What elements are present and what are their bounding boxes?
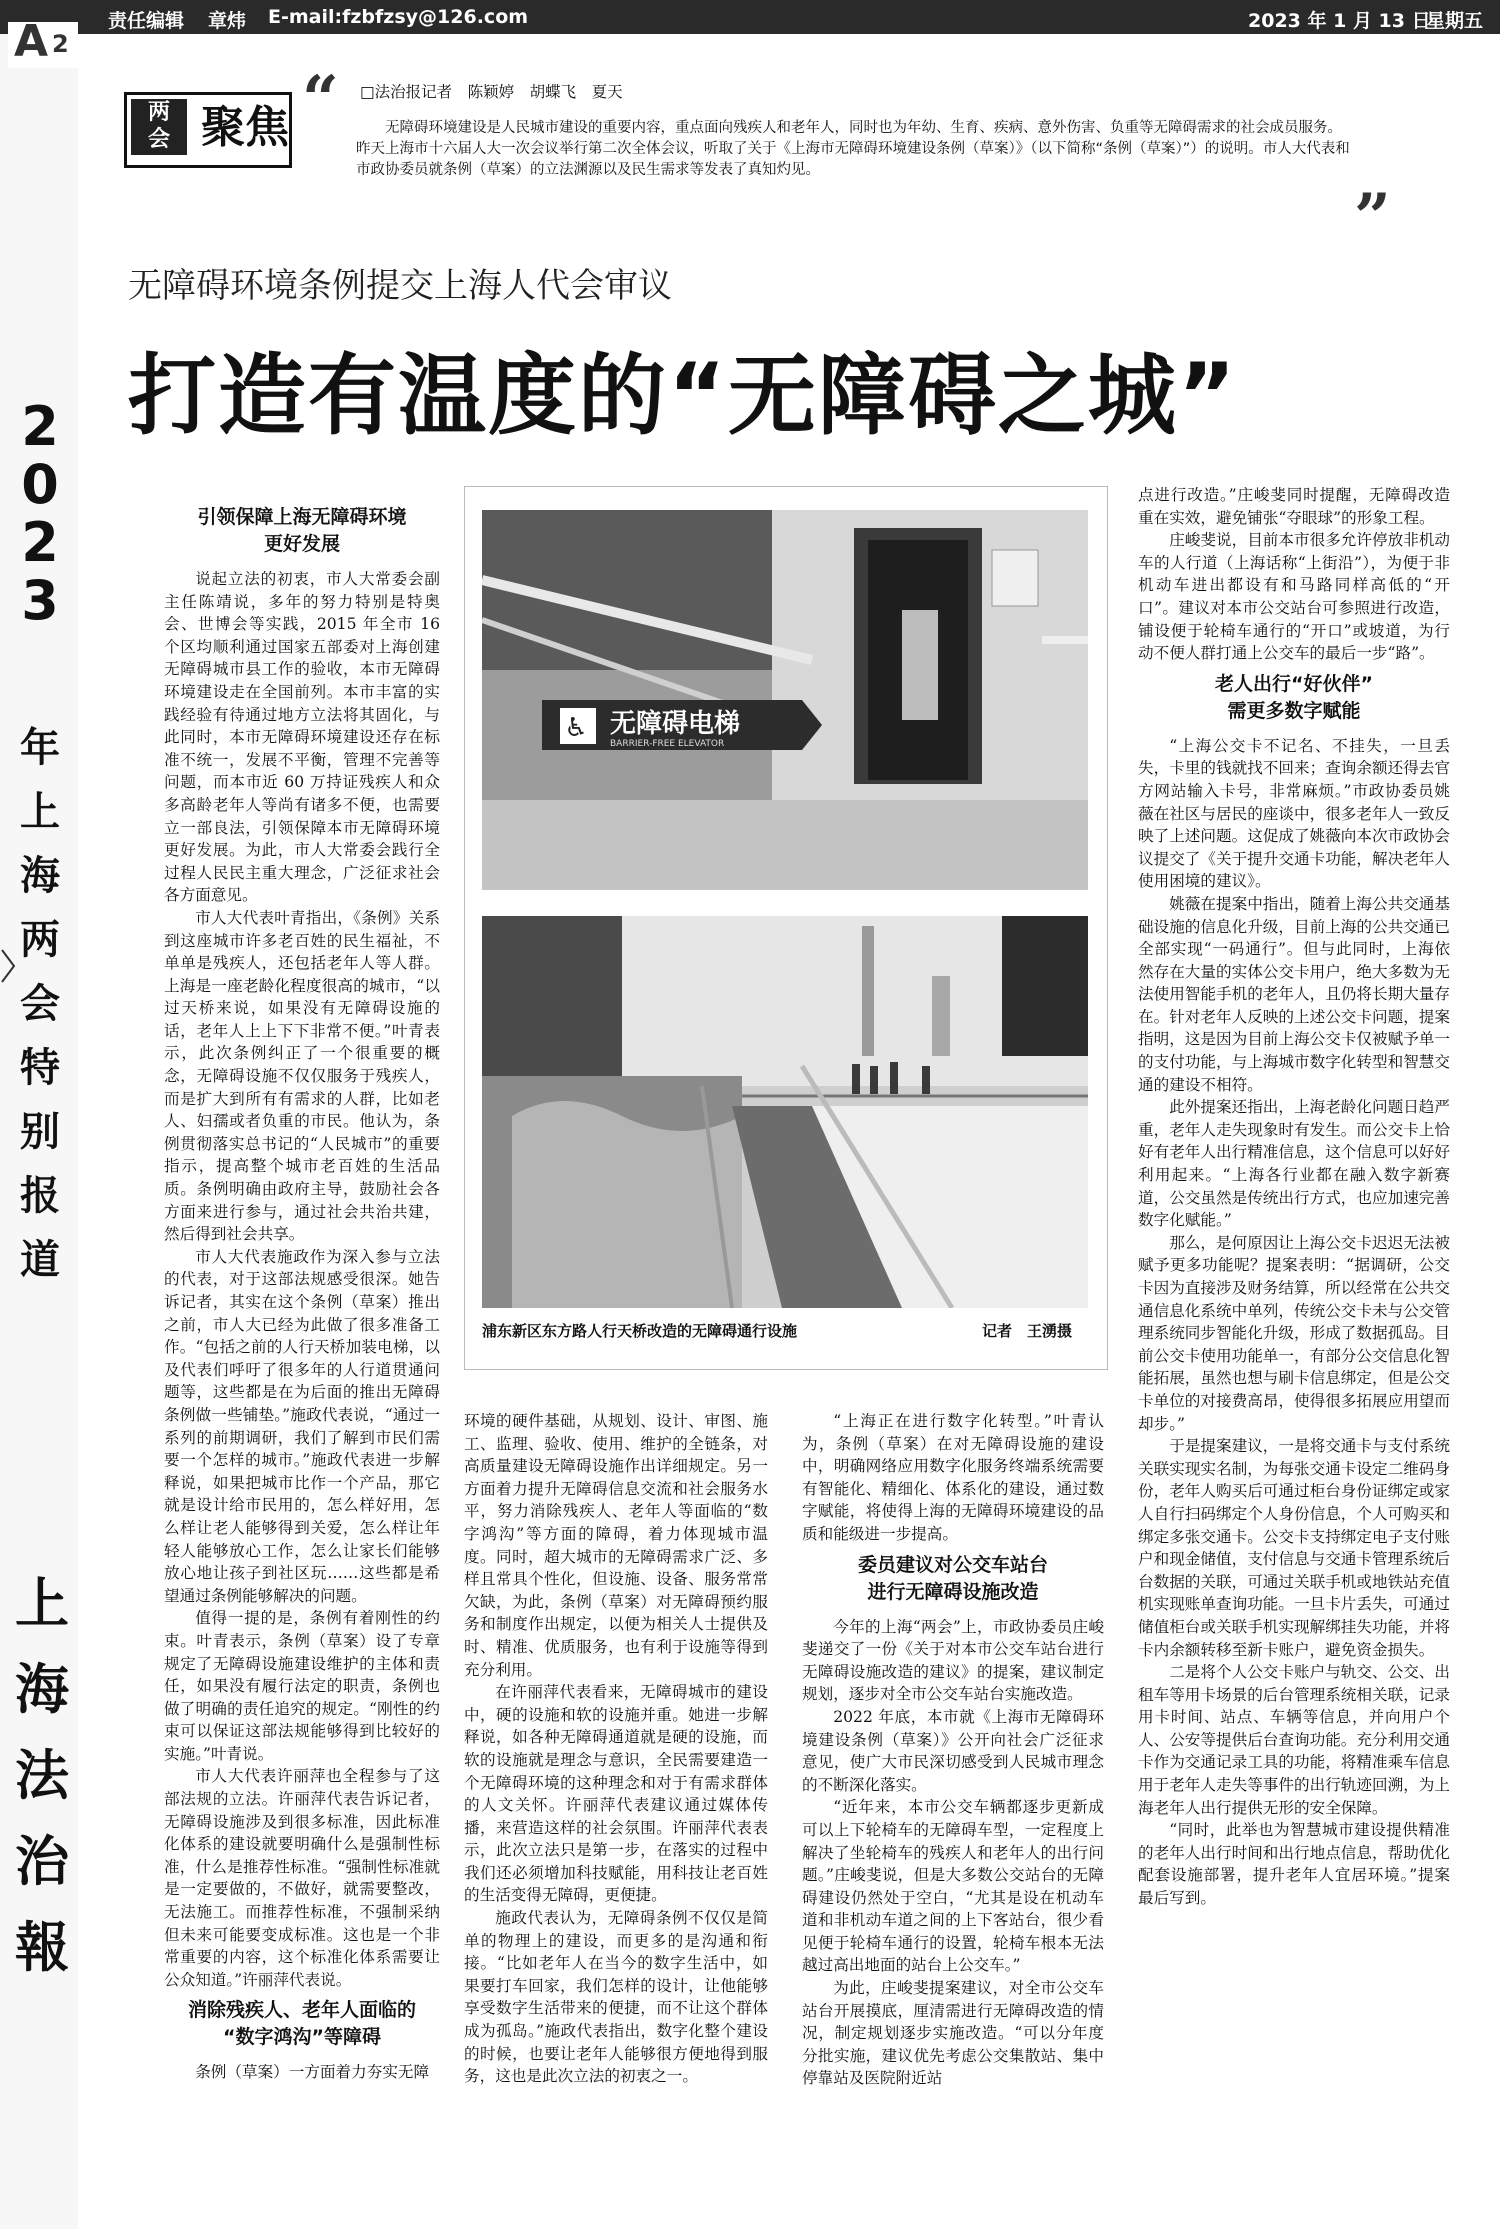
- sidebar-char: 年: [20, 725, 60, 771]
- sidebar-char: 上: [20, 789, 60, 835]
- intro-paragraph: 无障碍环境建设是人民城市建设的重要内容，重点面向残疾人和老年人，同时也为年幼、生育、疾病、意外伤害、负重等无障碍需求的社会成员服务。昨天上海市十六届人大一次会议举行第二次全体会议，听取了关于《上海市无障碍环境建设条例（草案）》（以下简称“条例（草案）”）的说明。市人大代表和市政协委员就条例（草案）的立法渊源以及民生需求等发表了真知灼见。: [356, 120, 1350, 178]
- heading-line: 更好发展: [263, 533, 340, 555]
- paragraph: 那么，是何原因让上海公交卡迟迟无法被赋予更多功能呢？提案表明：“据调研，公交卡因为直接涉及财务结算，所以经常在公共交通信息化系统中单列，传统公交卡未与公交管理系统同步智能化升级，形成了数据孤岛。目前公交卡使用功能单一，有部分公交信息化智能拓展，虽然也想与刷卡信息绑定，但是公交卡单位的对接费高昂，使得很多拓展应用望而却步。”: [1138, 1233, 1450, 1433]
- paragraph: “近年来，本市公交车辆都逐步更新成可以上下轮椅车的无障碍车型，一定程度上解决了坐轮椅车的残疾人和老年人的出行问题。”庄峻斐说，但是大多数公交站台的无障碍建设仍然处于空白，“尤其是设在机动车道和非机动车道之间的上下客站台，很少看见便于轮椅车通行的设置，轮椅车根本无法越过高出地面的站台上公交车。”: [802, 1798, 1104, 1975]
- paragraph: 庄峻斐说，目前本市很多允许停放非机动车的人行道（上海话称“上街沿”），为便于非机动车进出都设有和马路同样高低的“开口”。建议对本市公交站台可参照进行改造，铺设便于轮椅车通行的“开口”或坡道，为行动不便人群打通上公交车的最后一步“路”。: [1138, 531, 1450, 663]
- paragraph: 点进行改造。”庄峻斐同时提醒，无障碍改造重在实效，避免铺张“夺眼球”的形象工程。: [1138, 486, 1450, 527]
- section-heading: [802, 1552, 1104, 1606]
- badge-tag-bottom: 会: [147, 127, 170, 152]
- paragraph: 此外提案还指出，上海老龄化问题日趋严重，老年人走失现象时有发生。而公交卡上恰好有老年人出行精准信息，这个信息可以好好利用起来。“上海各行业都在融入数字新赛道，公交虽然是传统出行方式，也应加速完善数字化赋能。”: [1138, 1098, 1450, 1230]
- heading-line: 进行无障碍设施改造: [867, 1580, 1039, 1603]
- paragraph: 值得一提的是，条例有着刚性的约束。叶青表示，条例（草案）设了专章规定了无障碍设施建设维护的主体和责任，如果没有履行法定的职责，条例也做了明确的责任追究的规定。“刚性的约束可以保证这部法规能够得到比较好的实施。”叶青说。: [164, 1609, 440, 1763]
- byline: □法治报记者 陈颖婷 胡蝶飞 夏天: [360, 83, 623, 101]
- page-digit: 2: [52, 30, 69, 58]
- section-badge: [124, 92, 292, 168]
- heading-line: 引领保障上海无障碍环境: [197, 506, 407, 528]
- photo-caption: 浦东新区东方路人行天桥改造的无障碍通行设施: [482, 1322, 798, 1340]
- sidebar-char: 海: [20, 853, 60, 899]
- paragraph: 二是将个人公交卡账户与轨交、公交、出租车等用卡场景的后台管理系统相关联，记录用卡时间、站点、车辆等信息，并向用户个人、公安等提供后台查询功能。充分利用交通卡作为交通记录工具的功能，将精准乘车信息用于老年人走失等事件的出行轨迹回溯，为上海老年人出行提供无形的安全保障。: [1138, 1663, 1450, 1817]
- column-3: [802, 1410, 1104, 2090]
- page-number: [8, 16, 78, 68]
- sidebar-char: 2: [21, 395, 59, 458]
- sidebar-char: 道: [20, 1237, 60, 1283]
- section-heading: [164, 504, 440, 558]
- sidebar-year: [18, 395, 62, 632]
- paragraph: “上海公交卡不记名、不挂失，一旦丢失，卡里的钱就找不回来；查询余额还得去官方网站输入卡号，非常麻烦。”市政协委员姚薇在社区与居民的座谈中，很多老年人一致反映了上述问题。这促成了姚薇向本次市政协会议提交了《关于提升交通卡功能，解决老年人使用困境的建议》。: [1138, 736, 1450, 891]
- photo-footbridge: [482, 916, 1088, 1308]
- column-1: [164, 498, 440, 2084]
- paragraph: 市人大代表叶青指出，《条例》关系到这座城市许多老百姓的民生福祉，不单单是残疾人，还包括老年人等人群。上海是一座老龄化程度很高的城市，“以过天桥来说，如果没有无障碍设施的话，老年人上上下下非常不便。”叶青表示，此次条例纠正了一个很重要的概念，无障碍设施不仅仅服务于残疾人，而是扩大到所有有需求的人群，比如老人、妇孺或者负重的市民。他认为，条例贯彻落实总书记的“人民城市”的重要指示，提高整个城市老百姓的生活品质。条例明确由政府主导，鼓励社会各方面来进行参与，通过社会共治共建，然后得到社会共享。: [164, 908, 440, 1244]
- masthead: [14, 1560, 70, 1990]
- close-quote-icon: ”: [1354, 180, 1391, 255]
- issue-weekday: 星期五: [1426, 10, 1484, 32]
- footbridge-photo-illustration: [482, 916, 1088, 1308]
- sidebar-char: 3: [21, 569, 59, 632]
- paragraph: 市人大代表施政作为深入参与立法的代表，对于这部法规感受很深。她告诉记者，其实在这个条例（草案）推出之前，市人大已经为此做了很多准备工作。“包括之前的人行天桥加装电梯，以及代表们呼吁了很多年的人行道贯通问题等，这些都是在为后面的推出无障碍条例做一些铺垫。”施政代表说，“通过一系列的前期调研，我们了解到市民们需要一个怎样的城市。”施政代表进一步解释说，如果把城市比作一个产品，那它就是设计给市民用的，怎么样好用，怎么样让老人能够得到关爱，怎么样让年轻人能够放心工作，怎么让家长们能够放心地让孩子到社区玩……这些都是希望通过条例能够解决的问题。: [164, 1247, 440, 1605]
- paragraph: 在许丽萍代表看来，无障碍城市的建设中，硬的设施和软的设施并重。她进一步解释说，如各种无障碍通道就是硬的设施，而软的设施就是理念与意识，全民需要建造一个无障碍环境的这种理念和对于有需求群体的人文关怀。许丽萍代表建议通过媒体传播，来营造这样的社会氛围。许丽萍代表表示，此次立法只是第一步，在落实的过程中我们还必须增加科技赋能，用科技让老百姓的生活变得无障碍，更便捷。: [464, 1683, 768, 1905]
- column-2: [464, 1410, 768, 2088]
- paragraph: 今年的上海“两会”上，市政协委员庄峻斐递交了一份《关于对本市公交车站台进行无障碍设施改造的建议》的提案，建议制定规划，逐步对全市公交车站台实施改造。: [802, 1617, 1104, 1704]
- paragraph: 环境的硬件基础，从规划、设计、审图、施工、监理、验收、使用、维护的全链条，对高质量建设无障碍设施作出详细规定。另一方面着力提升无障碍信息交流和社会服务水平，努力消除残疾人、老年人等面临的“数字鸿沟”等方面的障碍，着力体现城市温度。同时，超大城市的无障碍需求广泛、多样且常具个性化，但设施、设备、服务常常欠缺，为此，条例（草案）对无障碍预约服务和制度作出规定，以便为相关人士提供及时、精准、优质服务，也有利于设施等得到充分利用。: [464, 1412, 768, 1679]
- open-quote-icon: “: [302, 62, 339, 137]
- sidebar-char: 0: [21, 453, 59, 516]
- badge-tag: [131, 99, 187, 155]
- masthead-char: 海: [15, 1657, 69, 1721]
- sidebar-arrow-icon: [0, 946, 18, 986]
- issue-date: 2023 年 1 月 13 日: [1248, 10, 1431, 32]
- sign-subtext: BARRIER-FREE ELEVATOR: [610, 739, 725, 749]
- sidebar-special-report: [18, 716, 62, 1292]
- headline: 打造有温度的“无障碍之城”: [128, 344, 1238, 447]
- masthead-char: 報: [15, 1915, 69, 1979]
- masthead-char: 治: [15, 1829, 69, 1893]
- sidebar-char: 特: [20, 1045, 60, 1091]
- heading-line: 需更多数字赋能: [1227, 699, 1361, 722]
- section-heading: [1138, 671, 1450, 725]
- paragraph: 条例（草案）一方面着力夯实无障: [195, 2063, 430, 2082]
- paragraph: 2022 年底，本市就《上海市无障碍环境建设条例（草案）》公开向社会广泛征求意见，使广大市民深切感受到人民城市理念的不断深化落实。: [802, 1707, 1104, 1794]
- heading-line: 委员建议对公交车站台: [857, 1553, 1048, 1576]
- sign-text: 无障碍电梯: [610, 709, 741, 739]
- elevator-photo-illustration: [482, 510, 1088, 890]
- paragraph: “上海正在进行数字化转型。”叶青认为，条例（草案）在对无障碍设施的建设中，明确网络应用数字化服务终端系统需要有智能化、精细化、体系化的建设，通过数字赋能，将使得上海的无障碍环境建设的品质和能级进一步提高。: [802, 1412, 1104, 1543]
- paragraph: “同时，此举也为智慧城市建设提供精准的老年人出行时间和出行地点信息，帮助优化配套设施部署，提升老年人宜居环境。”提案最后写到。: [1138, 1821, 1450, 1908]
- paragraph: 说起立法的初衷，市人大常委会副主任陈靖说，多年的努力特别是特奥会、世博会等实践，2015 年全市 16 个区均顺利通过国家五部委对上海创建无障碍城市县工作的验收，本市无障碍环境建设走在全国前列。本市丰富的实践经验有待通过地方立法将其固化，与此同时，本市无障碍环境建设还存在标准不统一，发展不平衡，管理不完善等问题，而本市近 60 万持证残疾人和众多高龄老年人等尚有诸多不便，也需要立一部良法，引领保障本市无障碍环境更好发展。为此，市人大常委会践行全过程人民民主重大理念，广泛征求社会各方面意见。: [164, 570, 440, 905]
- editor-email[interactable]: E-mail:fzbfzsy@126.com: [268, 6, 529, 28]
- sidebar-char: 别: [20, 1109, 60, 1155]
- paragraph: 为此，庄峻斐提案建议，对全市公交车站台开展摸底，厘清需进行无障碍改造的情况，制定规划逐步实施改造。“可以分年度分批实施，建议优先考虑公交集散站、集中停靠站及医院附近站: [802, 1979, 1104, 2088]
- heading-line: 老人出行“好伙伴”: [1215, 672, 1373, 695]
- section-heading: [164, 1997, 440, 2051]
- badge-label: 聚焦: [201, 102, 289, 153]
- header-bar: [0, 0, 1500, 34]
- heading-line: “数字鸿沟”等障碍: [223, 2026, 381, 2049]
- column-4: [1138, 484, 1450, 1910]
- photo-elevator: [482, 510, 1088, 890]
- sidebar-char: 2: [21, 511, 59, 574]
- sidebar-char: 会: [20, 981, 60, 1027]
- sidebar-char: 报: [20, 1173, 60, 1219]
- subheadline: 无障碍环境条例提交上海人代会审议: [128, 266, 672, 306]
- paragraph: 施政代表认为，无障碍条例不仅仅是简单的物理上的建设，而更多的是沟通和衔接。“比如老年人在当今的数字生活中，如果要打车回家，我们怎样的设计，让他能够享受数字生活带来的便捷，而不让这个群体成为孤岛。”施政代表指出，数字化整个建设的时候，也要让老年人能够很方便地得到服务，这也是此次立法的初衷之一。: [464, 1909, 768, 2086]
- paragraph: 市人大代表许丽萍也全程参与了这部法规的立法。许丽萍代表告诉记者，无障碍设施涉及到很多标准，因此标准化体系的建设就要明确什么是强制性标准，什么是推荐性标准。“强制性标准就是一定要做的，不做好，就需要整改，无法施工。而推荐性标准，不强制采纳但未来可能要变成标准。这也是一个非常重要的内容，这个标准化体系需要让公众知道。”许丽萍代表说。: [164, 1767, 440, 1989]
- page-letter: A: [14, 16, 49, 67]
- editor-name: 章炜: [208, 10, 247, 32]
- sidebar-char: 两: [20, 917, 60, 963]
- masthead-char: 法: [15, 1743, 69, 1807]
- editor-label: 责任编辑: [108, 10, 185, 32]
- photo-credit: 记者 王湧摄: [982, 1322, 1073, 1340]
- paragraph: 于是提案建议，一是将交通卡与支付系统关联实现实名制，为每张交通卡设定二维码身份，老年人购买后可通过柜台身份证绑定或家人自行扫码绑定个人身份信息，个人可购买和绑定多张交通卡。公交卡支持绑定电子支付账户和现金储值，支付信息与交通卡管理系统后台数据的关联，可通过关联手机或地铁站充值机实现账单查询功能。一旦卡片丢失，可通过储值柜台或关联手机实现解绑挂失功能，并将卡内余额转移至新卡账户，避免资金损失。: [1138, 1437, 1450, 1659]
- badge-tag-top: 两: [147, 100, 170, 125]
- heading-line: 消除残疾人、老年人面临的: [187, 1999, 416, 2022]
- paragraph: 姚薇在提案中指出，随着上海公共交通基础设施的信息化升级，目前上海的公共交通已全部实现“一码通行”。但与此同时，上海依然存在大量的实体公交卡用户，绝大多数为无法使用智能手机的老年人，且仍将长期大量存在。针对老年人反映的上述公交卡问题，提案指明，这是因为目前上海公交卡仅被赋予单一的支付功能，与上海城市数字化转型和智慧交通的建设不相符。: [1138, 894, 1450, 1094]
- masthead-char: 上: [15, 1571, 69, 1635]
- svg-text:♿: ♿: [564, 713, 588, 743]
